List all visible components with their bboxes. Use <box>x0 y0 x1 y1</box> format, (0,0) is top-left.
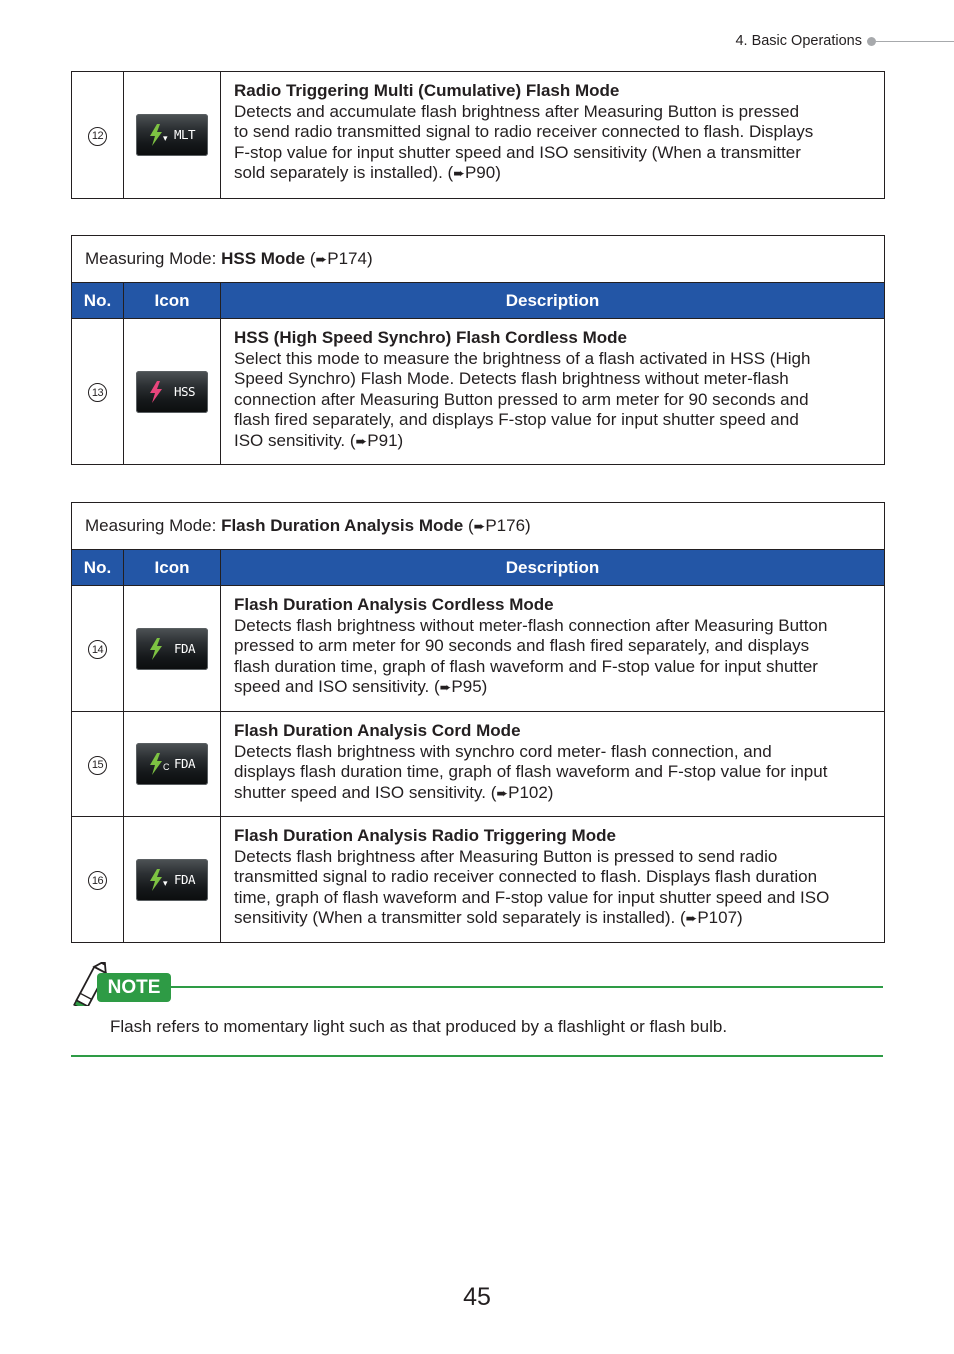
running-header <box>735 31 954 51</box>
note-text: Flash refers to momentary light such as that produced by a flashlight or flash bulb. <box>110 1017 728 1036</box>
row-title: Flash Duration Analysis Cordless Mode <box>234 595 554 614</box>
fda-cordless-flash-icon: FDA <box>136 628 208 670</box>
fda-radio-flash-icon: ▾ FDA <box>136 859 208 901</box>
mode-heading: Measuring Mode: Flash Duration Analysis Mode (➨P176) <box>72 503 885 550</box>
page-reference: P90) <box>464 163 501 183</box>
table-header-row <box>72 283 885 319</box>
row-number: 15 <box>88 756 107 775</box>
page-reference: P102) <box>508 782 554 802</box>
section-title: 4. Basic Operations <box>735 33 862 49</box>
hss-mode-table <box>71 235 885 465</box>
hss-flash-icon: HSS <box>136 371 208 413</box>
row-title: Flash Duration Analysis Cord Mode <box>234 721 521 740</box>
table-row: 16 ▾ FDA Flash Duration Analysis Radio Triggering Mode Detects flash brightness after Measuring Button is pressed to send radio transmitted signal to radio receiver connected to flash. Displays flash duration time, graph of flash waveform and F-stop value for input shutter speed and ISO sensitivity (When a transmitter sold separately is installed). (➨P107) <box>72 817 885 943</box>
table-row: 12 ▾ MLT Radio Triggering Multi (Cumulative) Flash Mode Detects and accumulate flash brightness after Measuring Button is pressed to send radio transmitted signal to radio receiver connected to flash. Displays F-stop value for input shutter speed and ISO sensitivity (When a transmitter sold separately is installed). (➨P90) <box>72 72 885 199</box>
radio-mode-table <box>71 71 885 199</box>
arrow-right-icon: ➨ <box>315 251 328 267</box>
page-reference: P95) <box>451 677 488 697</box>
row-title: Flash Duration Analysis Radio Triggering Mode <box>234 826 616 845</box>
header-rule <box>876 41 954 42</box>
radio-multi-flash-icon: ▾ MLT <box>136 114 208 156</box>
page-reference: P91) <box>367 430 404 450</box>
column-header-icon: Icon <box>124 550 221 586</box>
column-header-no: No. <box>72 550 124 586</box>
fda-mode-table <box>71 502 885 943</box>
arrow-right-icon: ➨ <box>496 784 509 801</box>
column-header-icon: Icon <box>124 283 221 319</box>
row-number: 12 <box>88 127 107 146</box>
column-header-description: Description <box>221 283 885 319</box>
table-row: 15 C FDA Flash Duration Analysis Cord Mode Detects flash brightness with synchro cord meter- flash connection, and displays flash duration time, graph of flash waveform and F-stop value for input shutter speed and ISO sensitivity. (➨P102) <box>72 712 885 817</box>
table-row: 14 FDA Flash Duration Analysis Cordless Mode Detects flash brightness without meter-flash connection after Measuring Button pressed to arm meter for 90 seconds and flash fired separately, and displays flash duration time, graph of flash waveform and F-stop value for input shutter speed and ISO sensitivity. (➨P95) <box>72 586 885 712</box>
column-header-description: Description <box>221 550 885 586</box>
table-header-row <box>72 550 885 586</box>
table-row: 13 HSS HSS (High Speed Synchro) Flash Cordless Mode Select this mode to measure the brightness of a flash activated in HSS (High Speed Synchro) Flash Mode. Detects flash brightness without meter-flash connection after Measuring Button pressed to arm meter for 90 seconds and flash fired separately, and displays F-stop value for input shutter speed and ISO sensitivity. (➨P91) <box>72 319 885 465</box>
row-title: HSS (High Speed Synchro) Flash Cordless Mode <box>234 328 627 347</box>
arrow-right-icon: ➨ <box>685 910 698 927</box>
row-title: Radio Triggering Multi (Cumulative) Flash Mode <box>234 81 620 100</box>
page-reference: P107) <box>697 908 743 928</box>
note-divider-bottom <box>71 1055 883 1057</box>
row-number: 16 <box>88 871 107 890</box>
arrow-right-icon: ➨ <box>355 432 368 449</box>
arrow-right-icon: ➨ <box>453 165 465 182</box>
arrow-right-icon: ➨ <box>439 679 452 696</box>
note-badge: NOTE <box>97 973 171 1002</box>
row-number: 13 <box>88 383 107 402</box>
page-number: 45 <box>463 1283 491 1311</box>
fda-cord-flash-icon: C FDA <box>136 743 208 785</box>
row-number: 14 <box>88 640 107 659</box>
column-header-no: No. <box>72 283 124 319</box>
note-divider-top <box>170 986 883 988</box>
arrow-right-icon: ➨ <box>473 518 486 534</box>
header-dot-icon <box>867 37 876 46</box>
mode-heading: Measuring Mode: HSS Mode (➨P174) <box>72 236 885 283</box>
